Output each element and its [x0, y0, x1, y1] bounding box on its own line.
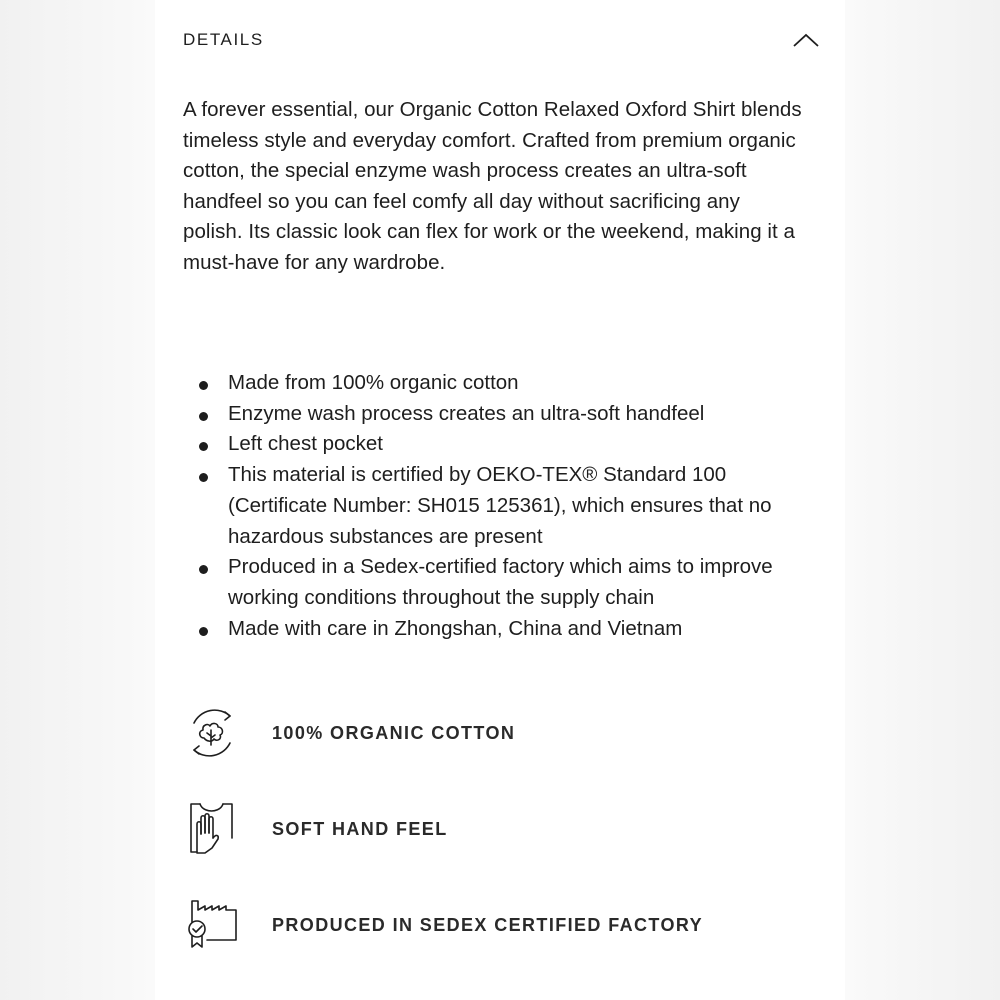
- bullet-icon: [199, 473, 208, 482]
- badge-label: 100% ORGANIC COTTON: [272, 722, 516, 743]
- chevron-up-icon[interactable]: [791, 30, 821, 50]
- feature-item: Made from 100% organic cotton: [183, 368, 803, 399]
- feature-item: This material is certified by OEKO-TEX® Standard 100 (Certificate Number: SH015 125361), which ensures that no hazardous substances are present: [183, 460, 803, 552]
- soft-hand-feel-icon: [183, 800, 241, 858]
- details-panel: [155, 0, 845, 1000]
- details-accordion-header[interactable]: [183, 26, 819, 54]
- badge-soft-hand-feel: [183, 799, 783, 859]
- bullet-icon: [199, 412, 208, 421]
- feature-item: Produced in a Sedex-certified factory which aims to improve working conditions throughout the supply chain: [183, 552, 803, 613]
- feature-item: Left chest pocket: [183, 429, 803, 460]
- bullet-icon: [199, 442, 208, 451]
- organic-cotton-icon: [183, 704, 241, 762]
- bullet-icon: [199, 381, 208, 390]
- page-background-left: [0, 0, 155, 1000]
- feature-item: Made with care in Zhongshan, China and Vietnam: [183, 614, 803, 645]
- product-description: A forever essential, our Organic Cotton Relaxed Oxford Shirt blends timeless style and everyday comfort. Crafted from premium organic cotton, the special enzyme wash process creates an ultra-soft handfeel so you can feel comfy all day without sacrificing any polish. Its classic look can flex for work or the weekend, making it a must-have for any wardrobe.: [183, 98, 802, 274]
- details-title: DETAILS: [183, 30, 264, 49]
- badge-certified-factory: [183, 895, 783, 955]
- feature-item: Enzyme wash process creates an ultra-soft handfeel: [183, 399, 803, 430]
- certified-factory-icon: [183, 896, 241, 954]
- badge-label: PRODUCED IN SEDEX CERTIFIED FACTORY: [272, 914, 704, 935]
- badge-organic-cotton: [183, 703, 783, 763]
- bullet-icon: [199, 565, 208, 574]
- badge-label: SOFT HAND FEEL: [272, 818, 448, 839]
- page-background-right: [845, 0, 1000, 1000]
- bullet-icon: [199, 627, 208, 636]
- feature-list: [183, 368, 803, 644]
